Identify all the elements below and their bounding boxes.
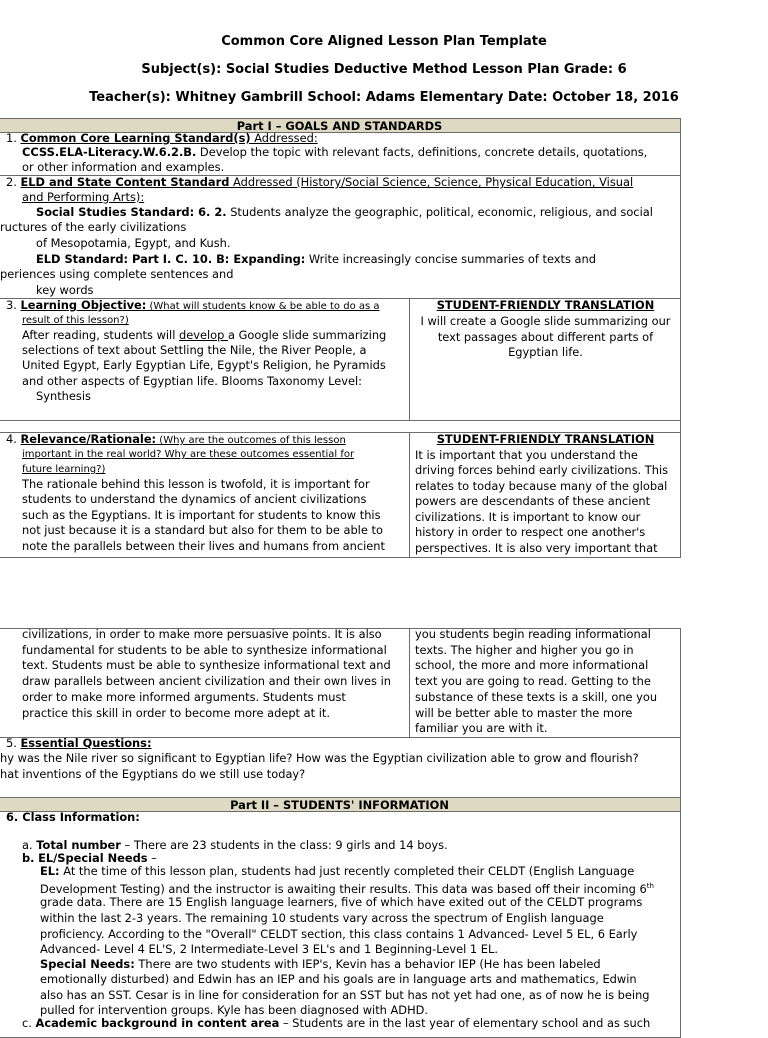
- s4-left-1: students to understand the dynamics of ancient civilizations: [22, 492, 367, 506]
- s4-hint1: (Why are the outcomes of this lesson: [156, 435, 346, 446]
- s1-line1: [22, 145, 647, 160]
- subject-line: Subject(s): Social Studies Deductive Method Lesson Plan Grade: 6: [141, 62, 627, 77]
- s4-left-cont-3: draw parallels between ancient civilization and their own lives in: [22, 674, 391, 688]
- s1-text1: Develop the topic with relevant facts, definitions, concrete details, quotations,: [196, 145, 648, 159]
- el-text-1: Development Testing) and the instructor is awaiting their results. This data was based off their incoming 6: [40, 881, 647, 896]
- s3-line1: [22, 328, 386, 343]
- ss-text2: ructures of the early civilizations: [0, 220, 187, 234]
- s1-num: 1.: [6, 131, 17, 145]
- essential-questions-heading: [6, 736, 152, 751]
- s3-l1c: a Google slide summarizing: [228, 328, 387, 342]
- s3-sft-title: STUDENT-FRIENDLY TRANSLATION: [436, 298, 655, 312]
- standard-2: [6, 175, 633, 190]
- s5-q2: hat inventions of the Egyptians do we still use today?: [0, 767, 306, 781]
- sn-line-1: emotionally disturbed) and Edwin has an IEP and his goals are in language arts and mathematics, Edwin: [40, 972, 637, 986]
- b-label: EL/Special Needs: [38, 851, 148, 865]
- eld-label: ELD Standard: Part I. C. 10. B: Expanding:: [36, 252, 306, 266]
- s4-left-cont-2: text. Students must be able to synthesize informational text and: [22, 658, 391, 672]
- part1-bar: Part I – GOALS AND STANDARDS: [0, 118, 681, 133]
- s4-right-0: It is important that you understand the: [415, 448, 638, 462]
- s4-hint3: future learning?): [22, 464, 106, 475]
- s4-left-cont-1: fundamental for students to be able to synthesize informational: [22, 643, 387, 657]
- s3-num: 3.: [6, 298, 17, 312]
- standard-1: [6, 131, 318, 146]
- b-marker: b.: [22, 851, 35, 865]
- s4-left-cont-5: practice this skill in order to become more adept at it.: [22, 706, 330, 720]
- s3-title: Learning Objective:: [20, 298, 147, 312]
- s3-hint1: (What will students know & be able to do as a: [146, 301, 380, 312]
- el-line-0: [40, 864, 634, 879]
- ss-standard: [36, 205, 653, 220]
- ss-label: Social Studies Standard: 6. 2.: [36, 205, 227, 219]
- a-marker: a.: [22, 838, 33, 852]
- s4-hint2: important in the real world? Why are these outcomes essential for: [22, 449, 355, 460]
- s2-title-tail: Addressed (History/Social Science, Science, Physical Education, Visual: [229, 175, 634, 189]
- s4-left-4: note the parallels between their lives and humans from ancient: [22, 539, 385, 553]
- class-info-heading: 6. Class Information:: [6, 810, 140, 824]
- s4-right-3: powers are descendants of these ancient: [415, 494, 651, 508]
- ss-text1: Students analyze the geographic, political, economic, religious, and social: [226, 205, 653, 219]
- s4-right-6: perspectives. It is also very important that: [415, 541, 658, 555]
- s3-hint2: result of this lesson?): [22, 315, 129, 326]
- s1-code: CCSS.ELA-Literacy.W.6.2.B.: [22, 145, 197, 159]
- el-text-0: At the time of this lesson plan, students had just recently completed their CELDT (English Language: [59, 864, 635, 878]
- eld-text1: Write increasingly concise summaries of texts and: [305, 252, 596, 266]
- s4-right-cont-1: texts. The higher and higher you go in: [415, 643, 634, 657]
- document-title: Common Core Aligned Lesson Plan Template: [221, 34, 547, 49]
- s4-left-3: not just because it is a standard but also for them to be able to: [22, 523, 383, 537]
- s4-sft-title: STUDENT-FRIENDLY TRANSLATION: [436, 432, 655, 446]
- s3-l1a: After reading, students will: [22, 328, 180, 342]
- s5-title: Essential Questions:: [20, 736, 152, 750]
- divider: [0, 420, 681, 421]
- part2-bar: Part II – STUDENTS' INFORMATION: [0, 797, 681, 812]
- sn-line-3: pulled for intervention groups. Kyle has been diagnosed with ADHD.: [40, 1003, 429, 1017]
- s4-right-cont-0: you students begin reading informational: [415, 627, 651, 641]
- s5-num: 5.: [6, 736, 17, 750]
- s4-right-cont-3: text you are going to read. Getting to the: [415, 674, 651, 688]
- s4-right-1: driving forces behind early civilizations. This: [415, 463, 669, 477]
- s3-sft3: Egyptian life.: [508, 345, 583, 359]
- s4-right-cont-4: substance of these texts is a skill, one you: [415, 690, 658, 704]
- el-line-2: grade data. There are 15 English language learners, five of which have exited out of the CELDT programs: [40, 895, 643, 909]
- s3-line2: selections of text about Settling the Nile, the River People, a: [22, 343, 367, 357]
- s4-right-cont-5: will be better able to master the more: [415, 706, 633, 720]
- c-text: – Students are in the last year of elementary school and as such: [279, 1016, 651, 1030]
- el-line-4: proficiency. According to the "Overall" CELDT section, this class contains 1 Advanced- Level 5 EL, 6 Early: [40, 927, 638, 941]
- s1-text2: or other information and examples.: [22, 160, 225, 174]
- c-label: Academic background in content area: [35, 1016, 280, 1030]
- s4-right-4: civilizations. It is important to know our: [415, 510, 641, 524]
- column-divider: [409, 628, 410, 737]
- s4-right-2: relates to today because many of the global: [415, 479, 668, 493]
- s2-title-line2: and Performing Arts):: [22, 190, 145, 204]
- el-line-5: Advanced- Level 4 EL'S, 2 Intermediate-Level 3 EL's and 1 Beginning-Level 1 EL.: [40, 942, 498, 956]
- sn-label: Special Needs:: [40, 957, 135, 971]
- ss-text3: of Mesopotamia, Egypt, and Kush.: [36, 236, 231, 250]
- s4-left-0: The rationale behind this lesson is twofold, it is important for: [22, 477, 370, 491]
- el-line-3: within the last 2-3 years. The remaining 10 students vary across the spectrum of English language: [40, 911, 604, 925]
- s4-right-cont-2: school, the more and more informational: [415, 658, 649, 672]
- s3-sft2: text passages about different parts of: [437, 330, 654, 344]
- sn-line-2: also has an SST. Cesar is in line for consideration for an SST but has not yet had one, as of now he is being: [40, 988, 650, 1002]
- s4-num: 4.: [6, 432, 17, 446]
- eld-text2: periences using complete sentences and: [0, 267, 234, 281]
- s4-right-5: history in order to respect one another's: [415, 525, 646, 539]
- relevance-heading: [6, 432, 346, 448]
- teacher-line: Teacher(s): Whitney Gambrill School: Adams Elementary Date: October 18, 2016: [89, 90, 679, 105]
- s2-title: ELD and State Content Standard: [20, 175, 230, 189]
- s5-q1: hy was the Nile river so significant to Egyptian life? How was the Egyptian civilization able to grow and flourish?: [0, 751, 639, 765]
- s4-left-2: such as the Egyptians. It is important for students to know this: [22, 508, 381, 522]
- s4-left-cont-4: order to make more informed arguments. Students must: [22, 690, 346, 704]
- s1-title-tail: Addressed:: [250, 131, 318, 145]
- s4-left-cont-0: civilizations, in order to make more persuasive points. It is also: [22, 627, 382, 641]
- learning-objective-heading: [6, 298, 380, 314]
- column-divider: [409, 432, 410, 558]
- eld-standard: [36, 252, 596, 267]
- s4-right-cont-6: familiar you are with it.: [415, 721, 548, 735]
- b-tail: –: [147, 851, 157, 865]
- s2-num: 2.: [6, 175, 17, 189]
- s3-line3: United Egypt, Early Egyptian Life, Egypt's Religion, he Pyramids: [22, 358, 386, 372]
- s3-line4: and other aspects of Egyptian life. Blooms Taxonomy Level:: [22, 374, 363, 388]
- s3-line5: Synthesis: [36, 389, 91, 403]
- a-text: – There are 23 students in the class: 9 girls and 14 boys.: [120, 838, 448, 852]
- s4-title: Relevance/Rationale:: [20, 432, 157, 446]
- s3-l1b: develop: [179, 328, 228, 342]
- sn-text-0: There are two students with IEP's, Kevin has a behavior IEP (He has been labeled: [134, 957, 601, 971]
- a-label: Total number: [36, 838, 121, 852]
- el-label: EL:: [40, 864, 60, 878]
- c-marker: c.: [22, 1016, 32, 1030]
- sn-line-0: [40, 957, 601, 972]
- el-sup: th: [646, 882, 654, 890]
- s1-title: Common Core Learning Standard(s): [20, 131, 251, 145]
- s3-sft1: I will create a Google slide summarizing our: [420, 314, 671, 328]
- eld-text3: key words: [36, 283, 94, 297]
